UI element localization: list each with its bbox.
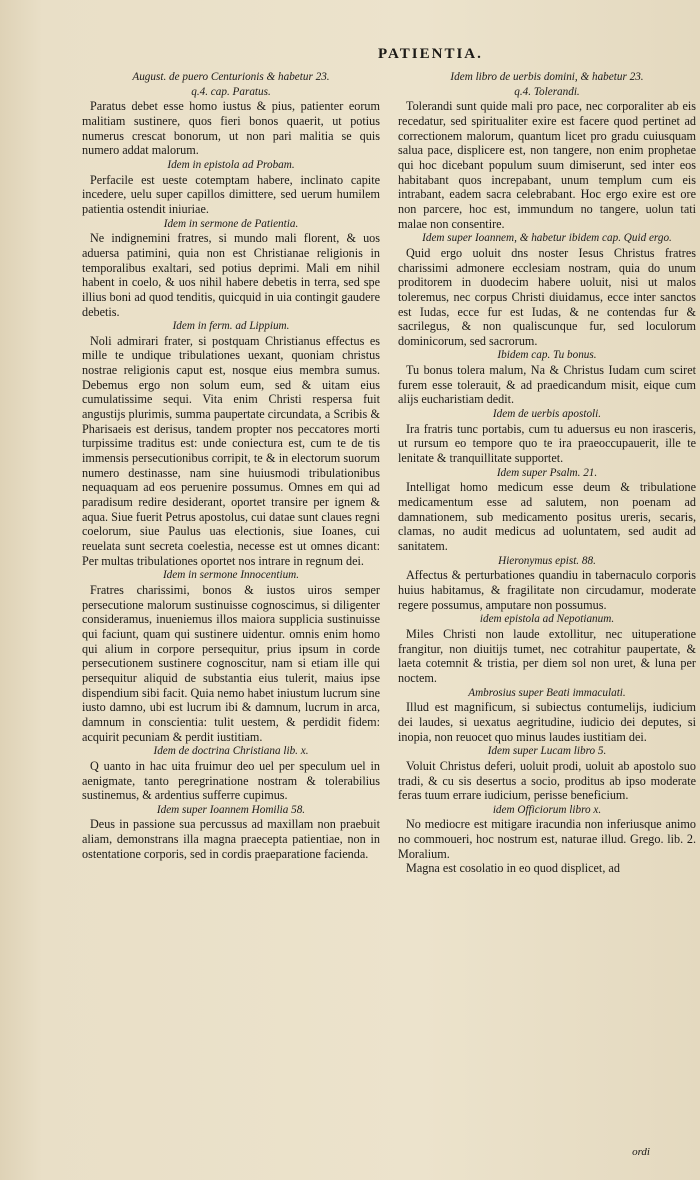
section-rubric: Ibidem cap. Tu bonus. <box>497 349 597 362</box>
text-paragraph: Affectus & perturbationes quandiu in tabernaculo corporis huius habitamus, & fragilitate non circudamur, moderate regere possumus, amputare non possumus. <box>398 568 696 612</box>
section-rubric: q.4. cap. Paratus. <box>191 85 271 98</box>
section-rubric: Idem in sermone Innocentium. <box>162 569 300 582</box>
text-paragraph: Voluit Christus deferi, uoluit prodi, uoluit ab apostolo suo tradi, & cu sis desertus a socio, proditus ab ipso moderate feras tuum errare iudicium, perisse beneficium. <box>398 758 696 803</box>
text-paragraph: Ira fratris tunc portabis, cum tu aduersus eu non irasceris, ut rursum eo tempore quo te ira praeoccupauerit, ille te lenitate & tranquillitate supportet. <box>398 421 696 466</box>
text-paragraph: Miles Christi non laude extollitur, nec uituperatione frangitur, non diuitijs tumet, nec cotrahitur paupertate, & laeta cotemnit & tristia, per diem sol non uret, & luna per noctem. <box>398 626 696 685</box>
section-rubric: Idem super Psalm. 21. <box>496 466 598 479</box>
text-paragraph: Tu bonus tolera malum, Na & Christus Iudam cum sciret furem esse tolerauit, & ad praedicandum misit, eique cum alijs eucharistiam dedit. <box>398 363 696 407</box>
text-paragraph: Q uanto in hac uita fruimur deo uel per speculum uel in aenigmate, tanto peregrinatione nostram & tolerabilius sustinemus, & ardentius sufferre cupimus. <box>82 758 380 803</box>
text-paragraph: Fratres charissimi, bonos & iustos uiros semper persecutione malorum sustinuisse cognoscimus, si diligenter consideramus, inueniemus illos maiora supplicia sustinuisse qui faciunt, quam qui sustinere uidentur. omnis enim homo qui alium in corpore persequitur, prius ipsum in corde persecutionem sustinere cognoscitur, nam si etiam ille qui persequitur aliquid de substantia eius tulerit, maius ipse dispendium sibi facit. Quia nemo habet iniustum lucrum sine iusto damno, ubi est lucrum ibi & damnum, lucrum in arca, damnum in conscientia: tulit uestem, & perdidit fidem: acquirit pecuniam & perdit iustitiam. <box>82 582 380 744</box>
text-paragraph: Paratus debet esse homo iustus & pius, patienter eorum malitiam sustinere, quos fieri bonos quaerit, ut potius numerus crescat bonorum, ut non pari malitia se quis numero addat malorum. <box>82 99 380 158</box>
section-rubric: Ambrosius super Beati immaculati. <box>468 686 626 699</box>
left-column <box>82 70 380 861</box>
text-paragraph: Perfacile est ueste cotemptam habere, inclinato capite incedere, uelu super capillos dimittere, sed uerum humilem patientia ostendit iniuriae. <box>82 172 380 216</box>
running-title: PATIENTIA. <box>378 46 483 62</box>
section-rubric: Idem in epistola ad Probam. <box>167 158 295 171</box>
text-paragraph: Noli admirari frater, si postquam Christianus effectus es mille te undique tribulationes uexant, quoniam christus nostrae religionis caput est, nosque eius membra sumus. Debemus ergo non solum eum, sed & uitam eius cumulatissime sequi. Vita enim Christi respersa fuit angustijs plurimis, summa paupertate circundata, a Scribis & Pharisaeis est derisus, tandem propter nos peccatores morti turpissime traditus est: unde coniectura est, cum te de tis immensis persecutionibus corripit, te & in electorum suorum numero destinasse, nam sine huiusmodi tribulationibus nequaquam ad eos peruenire possumus. Omnes em qui ad paradisum redire desiderant, oportet transire per ignem & aqua. Siue fuerit Petrus apostolus, cui datae sunt claues regni coelorum, siue Paulus uas electionis, siue Ioanes, cui reuelata sunt secreta coelestia, necesse est ut omnes dicant: Per multas tribulationes oportet nos intrare in regnum dei. <box>82 333 380 568</box>
section-rubric: idem Officiorum libro x. <box>492 803 602 816</box>
text-paragraph: Intelligat homo medicum esse deum & tribulatione medicamentum esse ad salutem, non poenam ad damnationem, sub medicamento positus ureris, secaris, clamas, no audit medicus ad uoluntatem, sed audit ad sanitatem. <box>398 480 696 553</box>
text-paragraph: Tolerandi sunt quide mali pro pace, nec corporaliter ab eis recedatur, sed spiritualiter exire est facere quod pertinet ad correctionem malorum, quantum licet pro gradu cuiusquam salua pace, displicere est, non tangere, non enim prophetae qui hoc dicebant populum suum dimiserunt, sed inter eos habitabant quos increpabant, unum templum cum eis intrabant, eadem sacra celebrabant. Hoc ergo exire est ore non parcere, hoc est, immundum no tangere, uolun tati malae non consentire. <box>398 99 696 231</box>
section-rubric: Idem in ferm. ad Lippium. <box>172 320 290 333</box>
section-rubric: Idem super Lucam libro 5. <box>487 745 607 758</box>
text-paragraph: No mediocre est mitigare iracundia non inferiusque animo no commoueri, hoc nostrum est, naturae illud. Grego. lib. 2. Moralium. <box>398 817 696 861</box>
section-rubric: Idem libro de uerbis domini, & habetur 23. <box>450 71 644 83</box>
section-rubric: Idem in sermone de Patientia. <box>163 217 299 230</box>
section-rubric: Idem super Ioannem, & habetur ibidem cap. Quid ergo. <box>422 232 672 245</box>
section-rubric: Idem super Ioannem Homilia 58. <box>156 803 306 816</box>
section-rubric: q.4. Tolerandi. <box>514 85 580 98</box>
text-paragraph: Illud est magnificum, si subiectus contumelijs, iudicium dei laudes, si uexatus aegritudine, iudicio dei deputes, si inopia, non reuocet quo minus laudes iustitiam dei. <box>398 700 696 744</box>
catchword: ordi <box>632 1146 650 1158</box>
section-rubric: Idem de doctrina Christiana lib. x. <box>153 745 309 758</box>
section-rubric: Idem de uerbis apostoli. <box>492 408 602 421</box>
section-rubric: Hieronymus epist. 88. <box>498 554 596 567</box>
text-paragraph: Ne indignemini fratres, si mundo mali florent, & uos aduersa patimini, quia non est Christianae religionis in temporalibus exaltari, sed potius deprimi. Mali em nihil habent in coelo, & uos nihil habere debetis in terra, sed spe illius boni ad quod tenditis, quicquid in uia contingit gaudere debetis. <box>82 231 380 319</box>
section-rubric: idem epistola ad Nepotianum. <box>479 613 615 626</box>
text-paragraph: Quid ergo uoluit dns noster Iesus Christus fratres charissimi admonere ecclesiam nostram, quia do unum proditorem in duodecim habere uoluit, nisi ut malos toleremus, nec corpus Christi diuidamus, ecce inter sanctos est Iudas, ecce fur est Iudas, & ne contendas fur & sacrilegus, & non qualiscunque fur, sed loculorum dominicorum, sed sacrorum. <box>398 245 696 348</box>
right-column <box>398 70 696 876</box>
text-paragraph: Deus in passione sua percussus ad maxillam non praebuit aliam, demonstrans illa magna praecepta patientiae, non in ostentatione corporis, sed in cordis praeparatione facienda. <box>82 817 380 861</box>
section-rubric: August. de puero Centurionis & habetur 23. <box>132 71 330 83</box>
text-paragraph: Magna est cosolatio in eo quod displicet, ad <box>406 861 620 876</box>
